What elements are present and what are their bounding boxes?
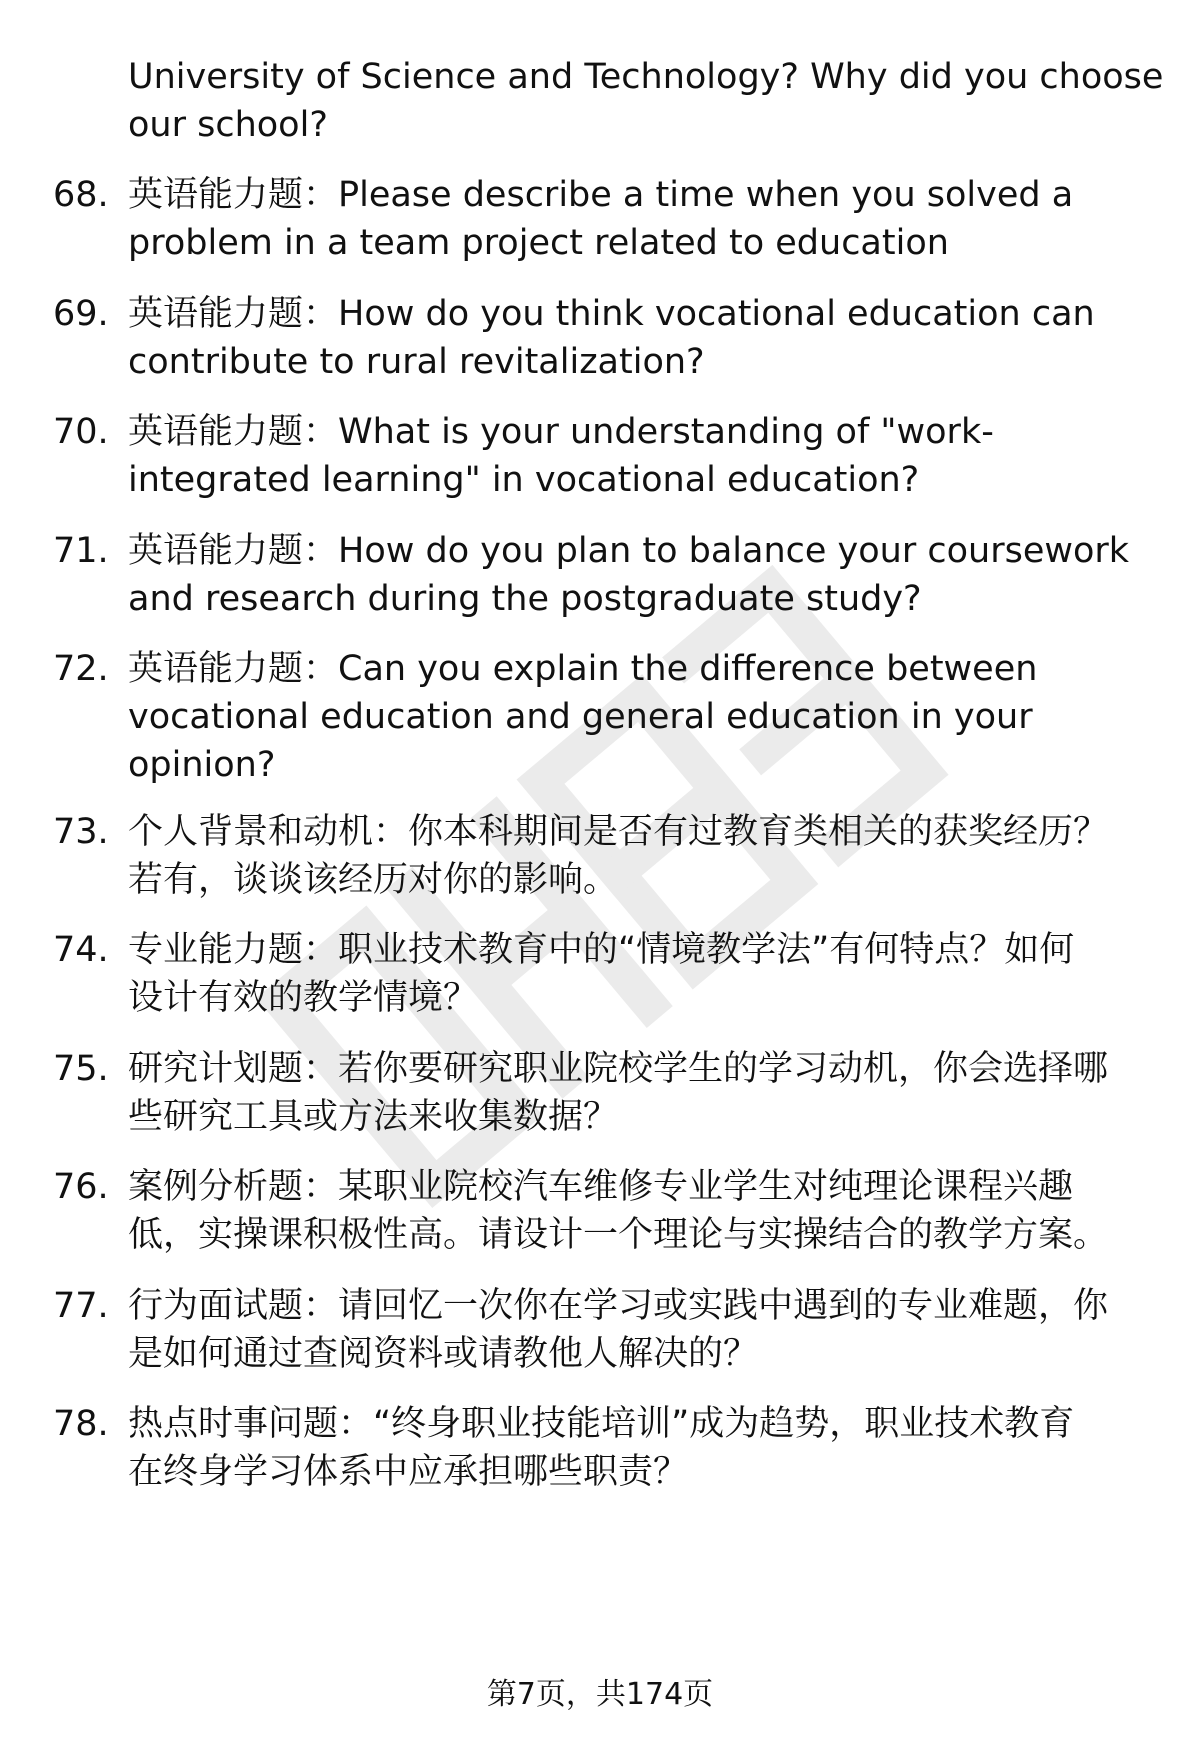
question-line: opinion? (128, 745, 276, 785)
question-text (128, 645, 1163, 789)
question-text (128, 926, 1163, 1022)
question-line: and research during the postgraduate study? (128, 579, 922, 619)
question-line: 设计有效的教学情境？ (128, 978, 479, 1018)
question-line: integrated learning" in vocational education? (128, 460, 920, 500)
question-text (128, 1163, 1163, 1259)
question-number: 68. (53, 175, 109, 215)
question-number: 77. (53, 1286, 109, 1326)
question-line: 热点时事问题：“终身职业技能培训”成为趋势，职业技术教育 (128, 1404, 1075, 1444)
question-line: 英语能力题：What is your understanding of "work- (128, 412, 994, 452)
question-line: 英语能力题：How do you plan to balance your coursework (128, 531, 1130, 571)
question-text (128, 408, 1163, 504)
question-number: 74. (53, 930, 109, 970)
question-line: 是如何通过查阅资料或请教他人解决的？ (128, 1334, 759, 1374)
question-text (128, 1400, 1163, 1496)
question-number: 71. (53, 531, 109, 571)
question-number: 78. (53, 1404, 109, 1444)
question-number: 70. (53, 412, 109, 452)
question-line: 若有，谈谈该经历对你的影响。 (128, 860, 619, 900)
question-text (128, 808, 1163, 904)
question-line: 些研究工具或方法来收集数据？ (128, 1097, 619, 1137)
question-line: 个人背景和动机：你本科期间是否有过教育类相关的获奖经历？ (128, 812, 1109, 852)
question-line: 行为面试题：请回忆一次你在学习或实践中遇到的专业难题，你 (128, 1286, 1109, 1326)
question-line: problem in a team project related to education (128, 223, 949, 263)
question-line: vocational education and general education in your (128, 697, 1033, 737)
question-text (128, 53, 1163, 149)
page-footer (0, 1675, 1200, 1715)
question-line: University of Science and Technology? Why did you choose (128, 57, 1164, 97)
question-number: 69. (53, 294, 109, 334)
question-line: 案例分析题：某职业院校汽车维修专业学生对纯理论课程兴趣 (128, 1167, 1074, 1207)
question-text (128, 290, 1163, 386)
question-number: 75. (53, 1049, 109, 1089)
question-line: our school? (128, 105, 328, 145)
question-line: 英语能力题：Please describe a time when you solved a (128, 175, 1074, 215)
question-line: 专业能力题：职业技术教育中的“情境教学法”有何特点？如何 (128, 930, 1075, 970)
question-number: 76. (53, 1167, 109, 1207)
question-text (128, 1045, 1163, 1141)
question-text (128, 1282, 1163, 1378)
question-number: 73. (53, 812, 109, 852)
page-number-label: 第7页，共174页 (486, 1677, 714, 1712)
question-line: 英语能力题：Can you explain the difference between (128, 649, 1038, 689)
question-line: 研究计划题：若你要研究职业院校学生的学习动机，你会选择哪 (128, 1049, 1109, 1089)
question-number: 72. (53, 649, 109, 689)
question-line: 低，实操课积极性高。请设计一个理论与实操结合的教学方案。 (128, 1215, 1109, 1255)
question-line: 英语能力题：How do you think vocational education can (128, 294, 1095, 334)
question-line: contribute to rural revitalization? (128, 342, 705, 382)
question-text (128, 527, 1163, 623)
question-text (128, 171, 1163, 267)
question-line: 在终身学习体系中应承担哪些职责？ (128, 1452, 689, 1492)
